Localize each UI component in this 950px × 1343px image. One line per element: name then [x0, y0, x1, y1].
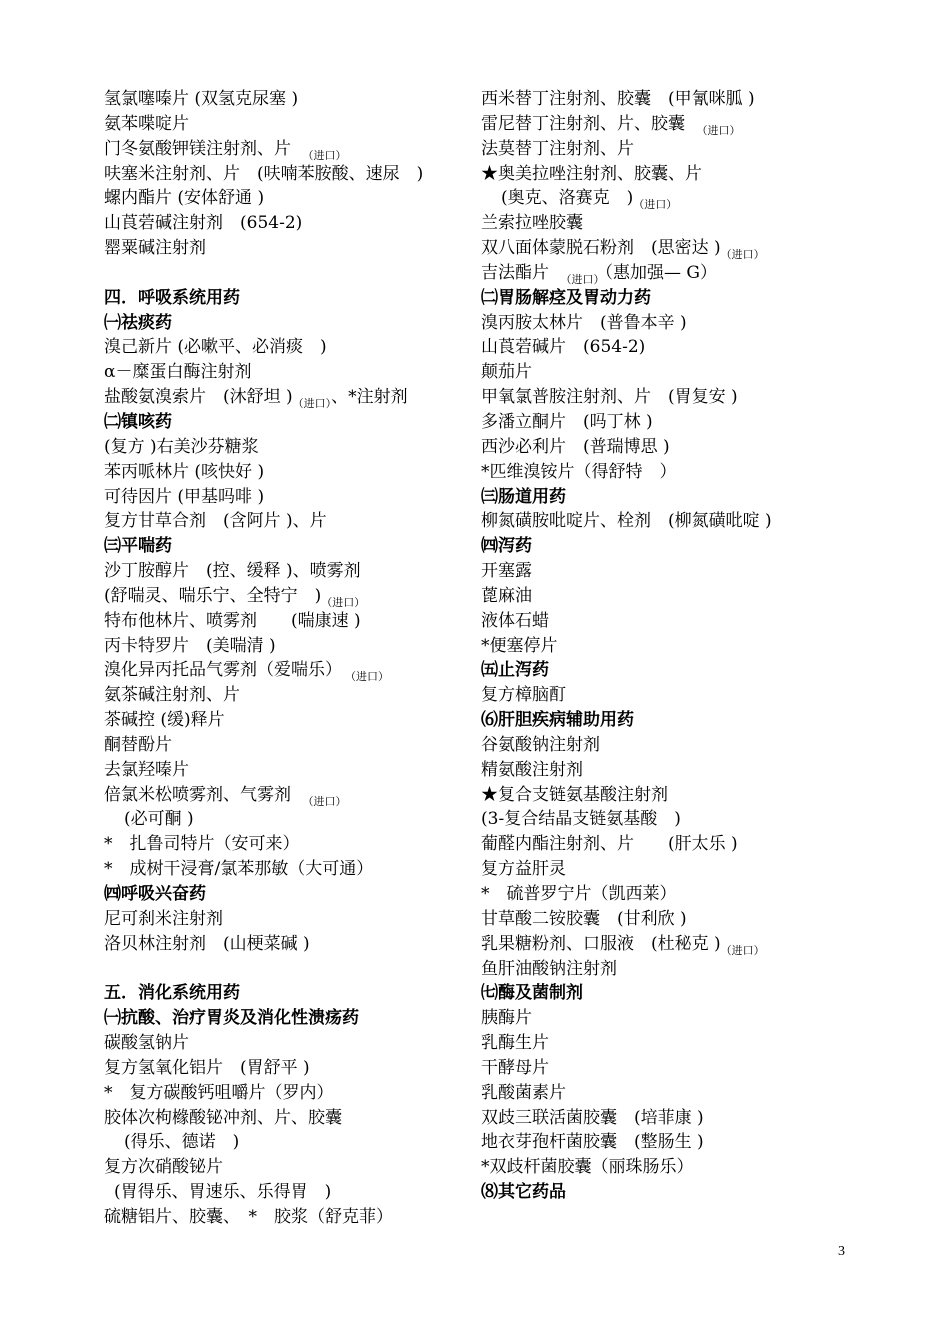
- drug-entry: [481, 1006, 851, 1031]
- drug-entry: [481, 609, 851, 634]
- entry-text: 地衣芽孢杆菌胶囊 (整肠生 ): [481, 1132, 704, 1153]
- entry-text: 罂粟碱注射剂: [104, 238, 206, 259]
- entry-text: 溴化异丙托品气雾剂（爱喘乐）: [104, 660, 351, 681]
- section-heading: [481, 534, 851, 559]
- section-heading: [104, 1006, 464, 1031]
- section-heading: [104, 534, 464, 559]
- entry-text: 胰酶片: [481, 1008, 532, 1029]
- entry-text: 颠茄片: [481, 362, 532, 383]
- drug-entry: [481, 832, 851, 857]
- drug-entry: [104, 1056, 464, 1081]
- left-column: [104, 87, 464, 1230]
- section-heading: [481, 981, 851, 1006]
- drug-entry: [104, 783, 464, 808]
- entry-text: 甲氧氯普胺注射剂、片 (胃复安 ): [481, 387, 738, 408]
- section-heading: [104, 311, 464, 336]
- drug-entry: [481, 807, 851, 832]
- entry-text: 氨苯喋啶片: [104, 113, 189, 134]
- drug-entry: [104, 708, 464, 733]
- entry-text: 四．呼吸系统用药: [104, 287, 240, 308]
- entry-text: 茶碱控 (缓)释片: [104, 710, 225, 731]
- section-heading: [104, 981, 464, 1006]
- drug-entry: [104, 236, 464, 261]
- entry-suffix: （惠加强— G）: [604, 262, 717, 283]
- entry-text: ㈡胃肠解痉及胃动力药: [481, 287, 651, 308]
- entry-text: 西沙必利片 (普瑞博思 ): [481, 436, 670, 457]
- entry-text: 吉法酯片: [481, 262, 566, 283]
- section-heading: [104, 882, 464, 907]
- entry-text: 胶体次枸橼酸铋冲剂、片、胶囊: [104, 1107, 342, 1128]
- entry-text: 盐酸氨溴索片 (沐舒坦 ): [104, 387, 293, 408]
- drug-entry: [104, 957, 464, 982]
- drug-entry: [104, 683, 464, 708]
- entry-text: 门冬氨酸钾镁注射剂、片: [104, 138, 308, 159]
- entry-text: α－糜蛋白酶注射剂: [104, 362, 252, 383]
- import-note: （进口）: [720, 943, 765, 957]
- drug-entry: [104, 634, 464, 659]
- entry-text: 硫糖铝片、胶囊、 * 胶浆（舒克菲）: [104, 1206, 393, 1227]
- entry-text: 甘草酸二铵胶囊 (甘利欣 ): [481, 908, 687, 929]
- drug-entry: [104, 112, 464, 137]
- entry-text: 蓖麻油: [481, 585, 532, 606]
- drug-entry: [481, 559, 851, 584]
- entry-text: * 硫普罗宁片（凯西莱）: [481, 884, 677, 904]
- drug-entry: [104, 857, 464, 882]
- entry-text: ⑹肝胆疾病辅助用药: [481, 710, 634, 731]
- drug-entry: [104, 832, 464, 857]
- drug-entry: [481, 1155, 851, 1180]
- entry-text: 干酵母片: [481, 1057, 549, 1078]
- drug-entry: [481, 261, 851, 286]
- drug-entry: [104, 1106, 464, 1131]
- entry-text: 法莫替丁注射剂、片: [481, 138, 634, 159]
- entry-text: 葡醛内酯注射剂、片 (肝太乐 ): [481, 834, 738, 855]
- entry-text: 西米替丁注射剂、胶囊 (甲氰咪胍 ): [481, 89, 755, 109]
- entry-text: *便塞停片: [481, 635, 558, 656]
- entry-text: ㈢肠道用药: [481, 486, 566, 507]
- entry-text: 复方氢氧化铝片 (胃舒平 ): [104, 1057, 310, 1078]
- entry-text: ㈢平喘药: [104, 536, 172, 557]
- drug-entry: [481, 1056, 851, 1081]
- entry-text: (3-复合结晶支链氨基酸 ): [481, 809, 681, 830]
- entry-text: ㈤止泻药: [481, 660, 549, 681]
- drug-entry: [104, 932, 464, 957]
- drug-entry: [104, 460, 464, 485]
- entry-text: ㈠祛痰药: [104, 312, 172, 333]
- entry-text: 丙卡特罗片 (美喘清 ): [104, 635, 276, 656]
- drug-entry: [481, 410, 851, 435]
- entry-text: (得乐、德诺 ): [124, 1132, 240, 1153]
- import-note: （进口）: [350, 670, 389, 684]
- entry-text: 雷尼替丁注射剂、片、胶囊: [481, 113, 702, 134]
- entry-text: * 成树干浸膏/氯苯那敏（大可通）: [104, 859, 374, 880]
- drug-entry: [481, 112, 851, 137]
- section-heading: [104, 410, 464, 435]
- drug-entry: [481, 1031, 851, 1056]
- drug-entry: [481, 957, 851, 982]
- drug-entry: [104, 211, 464, 236]
- drug-entry: [481, 634, 851, 659]
- entry-text: (复方 )右美沙芬糖浆: [104, 436, 259, 457]
- entry-text: 山莨菪碱注射剂 (654-2): [104, 213, 303, 234]
- entry-text: 复方次硝酸铋片: [104, 1157, 223, 1178]
- entry-text: 鱼肝油酸钠注射剂: [481, 958, 617, 979]
- drug-entry: [481, 907, 851, 932]
- drug-entry: [104, 1130, 464, 1155]
- drug-entry: [481, 1106, 851, 1131]
- entry-text: ★奥美拉唑注射剂、胶囊、片: [481, 163, 702, 184]
- drug-entry: [104, 584, 464, 609]
- drug-entry: [104, 261, 464, 286]
- entry-text: 精氨酸注射剂: [481, 759, 583, 780]
- entry-text: 乳酸菌素片: [481, 1082, 566, 1103]
- drug-entry: [104, 335, 464, 360]
- drug-entry: [104, 87, 464, 112]
- drug-entry: [481, 360, 851, 385]
- drug-entry: [104, 186, 464, 211]
- entry-text: 山莨菪碱片 (654-2): [481, 337, 646, 358]
- right-column: [481, 87, 851, 1205]
- entry-text: 乳酶生片: [481, 1033, 549, 1054]
- entry-text: 双歧三联活菌胶囊 (培菲康 ): [481, 1107, 704, 1128]
- entry-text: 倍氯米松喷雾剂、气雾剂: [104, 784, 308, 805]
- drug-entry: [104, 1155, 464, 1180]
- drug-entry: [104, 435, 464, 460]
- entry-text: 尼可刹米注射剂: [104, 908, 223, 929]
- section-heading: [481, 286, 851, 311]
- entry-text: 碳酸氢钠片: [104, 1033, 189, 1054]
- drug-entry: [481, 683, 851, 708]
- drug-entry: [481, 584, 851, 609]
- entry-text: ㈠抗酸、治疗胃炎及消化性溃疡药: [104, 1008, 359, 1029]
- drug-entry: [481, 87, 851, 112]
- drug-entry: [104, 609, 464, 634]
- section-heading: [481, 485, 851, 510]
- entry-text: 开塞露: [481, 561, 532, 582]
- drug-entry: [104, 137, 464, 162]
- drug-entry: [104, 1180, 464, 1205]
- entry-text: * 扎鲁司特片（安可来）: [104, 834, 300, 855]
- drug-entry: [104, 162, 464, 187]
- entry-text: *双歧杆菌胶囊（丽珠肠乐）: [481, 1157, 694, 1178]
- import-note: （进口）: [633, 198, 678, 212]
- drug-entry: [481, 758, 851, 783]
- drug-entry: [104, 907, 464, 932]
- entry-text: 特布他林片、喷雾剂 (喘康速 ): [104, 610, 361, 631]
- entry-text: (奥克、洛赛克 ): [501, 188, 634, 209]
- drug-entry: [104, 658, 464, 683]
- drug-entry: [104, 1081, 464, 1106]
- import-note: （进口）: [292, 397, 332, 411]
- entry-text: 复方樟脑酊: [481, 685, 566, 706]
- drug-entry: [481, 1130, 851, 1155]
- drug-entry: [481, 186, 851, 211]
- entry-text: 溴己新片 (必嗽平、必消痰 ): [104, 337, 327, 358]
- import-note: （进口）: [308, 794, 347, 808]
- entry-text: (必可酮 ): [124, 809, 194, 830]
- entry-text: 复方甘草合剂 (含阿片 )、片: [104, 511, 327, 532]
- section-heading: [104, 286, 464, 311]
- entry-text: 呋塞米注射剂、片 (呋喃苯胺酸、速尿 ): [104, 163, 424, 184]
- entry-suffix: 、*注射剂: [331, 387, 408, 408]
- drug-entry: [104, 758, 464, 783]
- drug-entry: [481, 211, 851, 236]
- import-note: （进口）: [702, 123, 741, 137]
- drug-entry: [104, 360, 464, 385]
- entry-text: 液体石蜡: [481, 610, 549, 631]
- entry-text: 沙丁胺醇片 (控、缓释 )、喷雾剂: [104, 561, 361, 582]
- entry-text: ㈡镇咳药: [104, 411, 172, 432]
- entry-text: (胃得乐、胃速乐、乐得胃 ): [114, 1182, 332, 1203]
- drug-entry: [104, 733, 464, 758]
- drug-entry: [481, 1081, 851, 1106]
- import-note: （进口）: [308, 148, 347, 162]
- drug-entry: [481, 162, 851, 187]
- entry-text: ★复合支链氨基酸注射剂: [481, 784, 668, 805]
- entry-text: 柳氮磺胺吡啶片、栓剂 (柳氮磺吡啶 ): [481, 511, 772, 532]
- drug-entry: [104, 385, 464, 410]
- drug-entry: [481, 311, 851, 336]
- drug-entry: [481, 460, 851, 485]
- entry-text: 谷氨酸钠注射剂: [481, 734, 600, 755]
- import-note: （进口）: [566, 272, 605, 286]
- entry-text: 去氯羟嗪片: [104, 759, 189, 780]
- drug-entry: [481, 236, 851, 261]
- entry-text: 溴丙胺太林片 (普鲁本辛 ): [481, 312, 687, 333]
- entry-text: 五．消化系统用药: [104, 983, 240, 1004]
- drug-entry: [481, 509, 851, 534]
- entry-text: ㈣呼吸兴奋药: [104, 884, 206, 904]
- entry-text: 可待因片 (甲基吗啡 ): [104, 486, 265, 507]
- drug-entry: [104, 807, 464, 832]
- entry-text: ㈣泻药: [481, 536, 532, 557]
- entry-text: 乳果糖粉剂、口服液 (杜秘克 ): [481, 933, 721, 954]
- drug-entry: [481, 733, 851, 758]
- drug-entry: [104, 485, 464, 510]
- entry-text: * 复方碳酸钙咀嚼片（罗内）: [104, 1082, 334, 1103]
- entry-text: ⑻其它药品: [481, 1182, 566, 1203]
- import-note: （进口）: [720, 248, 765, 262]
- drug-entry: [104, 559, 464, 584]
- drug-entry: [481, 335, 851, 360]
- drug-entry: [481, 137, 851, 162]
- section-heading: [481, 658, 851, 683]
- drug-entry: [481, 783, 851, 808]
- drug-entry: [481, 882, 851, 907]
- section-heading: [481, 708, 851, 733]
- drug-entry: [104, 1205, 464, 1230]
- drug-entry: [481, 385, 851, 410]
- entry-text: 苯丙哌林片 (咳快好 ): [104, 461, 265, 482]
- drug-entry: [481, 857, 851, 882]
- drug-entry: [481, 435, 851, 460]
- entry-text: 洛贝林注射剂 (山梗菜碱 ): [104, 933, 310, 954]
- entry-text: 复方益肝灵: [481, 859, 566, 880]
- drug-entry: [104, 1031, 464, 1056]
- entry-text: 氢氯噻嗪片 (双氢克尿塞 ): [104, 89, 299, 109]
- entry-text: 氨茶碱注射剂、片: [104, 685, 240, 706]
- page-number: 3: [838, 1244, 845, 1259]
- entry-text: *匹维溴铵片（得舒特 ）: [481, 461, 677, 482]
- entry-text: 螺内酯片 (安体舒通 ): [104, 188, 265, 209]
- entry-text: 多潘立酮片 (吗丁林 ): [481, 411, 653, 432]
- drug-entry: [481, 932, 851, 957]
- entry-text: ㈦酶及菌制剂: [481, 983, 583, 1004]
- entry-text: 兰索拉唑胶囊: [481, 213, 583, 234]
- section-heading: [481, 1180, 851, 1205]
- entry-text: 酮替酚片: [104, 734, 172, 755]
- import-note: （进口）: [321, 595, 366, 609]
- entry-text: (舒喘灵、喘乐宁、全特宁 ): [104, 585, 322, 606]
- entry-text: 双八面体蒙脱石粉剂 (思密达 ): [481, 238, 721, 259]
- drug-entry: [104, 509, 464, 534]
